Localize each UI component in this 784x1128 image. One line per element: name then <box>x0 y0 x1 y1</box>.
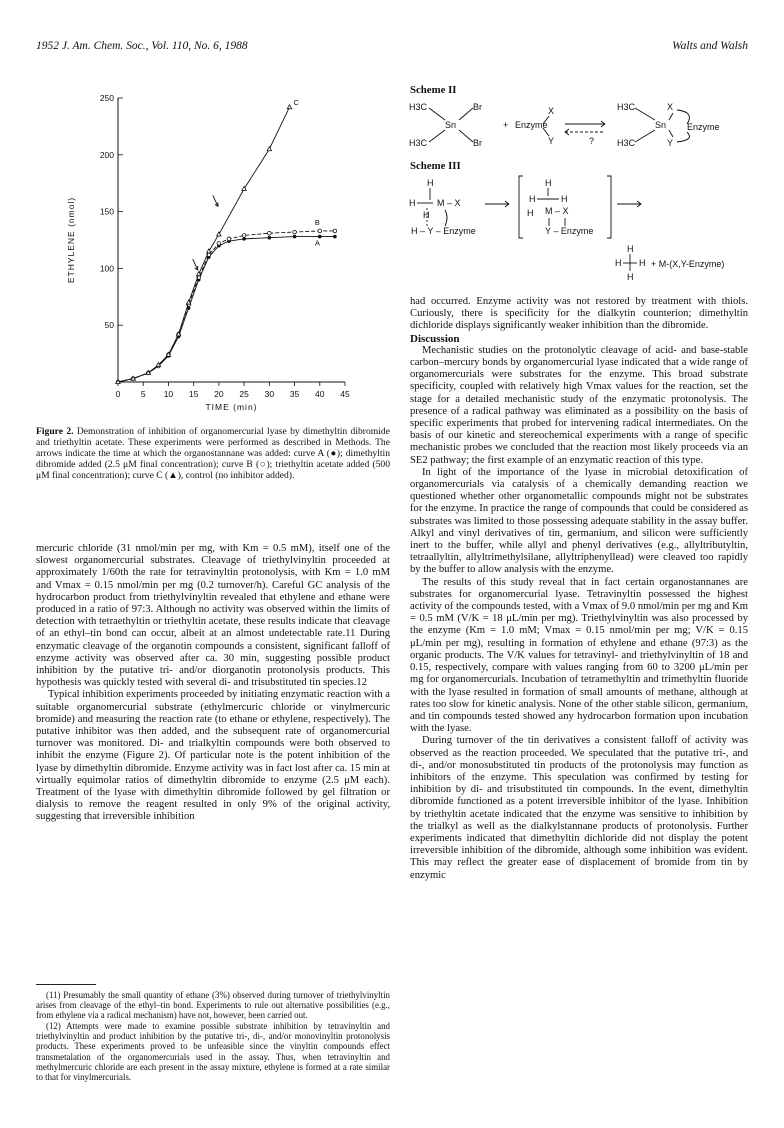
x-tick-label: 45 <box>340 389 350 399</box>
scheme3-h-left: H <box>409 198 416 208</box>
data-point-B <box>318 229 322 233</box>
scheme3-ts-h-top: H <box>545 178 552 188</box>
running-header-left: 1952 J. Am. Chem. Soc., Vol. 110, No. 6, 1988 <box>36 40 248 52</box>
right-column <box>410 296 748 882</box>
data-point-B <box>217 242 221 246</box>
scheme3-prod-h-right: H <box>639 258 646 268</box>
scheme2-x: X <box>548 106 555 116</box>
scheme3-ts-h-left: H <box>529 194 536 204</box>
scheme3-ts-h-low: H <box>527 208 534 218</box>
scheme3-hy-enzyme: H – Y – Enzyme <box>411 226 476 236</box>
chart-series <box>116 105 337 384</box>
figure-caption <box>36 426 390 481</box>
y-tick-label: 150 <box>99 206 114 217</box>
scheme2-prod-enzyme: Enzyme <box>687 122 720 132</box>
scheme2-sn: Sn <box>445 120 457 130</box>
y-tick-label: 250 <box>99 93 114 103</box>
chart-axes <box>118 98 345 386</box>
data-point-C <box>217 232 221 236</box>
scheme3-m-x: M – X <box>437 198 461 208</box>
data-point-A <box>268 236 272 240</box>
x-tick-label: 25 <box>239 389 249 399</box>
data-point-A <box>333 235 337 239</box>
data-point-A <box>293 235 297 239</box>
data-point-B <box>242 234 246 238</box>
data-point-C <box>287 105 291 109</box>
scheme3-h-top: H <box>427 178 434 188</box>
x-tick-label: 35 <box>289 389 300 399</box>
scheme2-br-bottom: Br <box>473 138 482 148</box>
scheme3-h-mid: H <box>423 210 430 220</box>
footnote-rule <box>36 984 96 985</box>
scheme2-prod-h3c-bottom: H3C <box>617 138 636 148</box>
right-intro: had occurred. Enzyme activity was not restored by treatment with thiols. Curiously, there is specificity for the dialkytin counterion; dimethyltin dichloride displays significantly weaker inhibition than the dibromide. <box>410 296 748 332</box>
data-point-B <box>268 231 272 235</box>
scheme3-prod-h-left: H <box>615 258 622 268</box>
scheme-2-diagram <box>405 98 745 158</box>
scheme2-prod-x: X <box>667 102 674 112</box>
curve-label-B: B <box>314 217 320 227</box>
data-point-B <box>333 229 337 233</box>
running-header-right: Walts and Walsh <box>672 40 748 52</box>
figure-2-chart <box>60 80 380 420</box>
scheme2-prod-h3c-top: H3C <box>617 102 636 112</box>
scheme2-h3c-bottom: H3C <box>409 138 428 148</box>
discussion-paragraph-4: During turnover of the tin derivatives a consistent falloff of activity was observed as the reaction proceeded. We speculated that the putative tri-, and di-, and/or monosubstituted tin products of the protonolysis may function as inhibitors of the enzyme. This speculation was confirmed by testing for inhibition by di- and trisubstituted tin compounds. In the event, dimethyltin dibromide functioned as a potent irreversible inhibitor of the lyase. Inhibition by triethyltin acetate indicated that the enzyme was sensitive to inhibition by the trialkyl as well as the dialkylstannane products of protonolysis. Further experiments indicated that dimethyltin dichloride did not display the potent irreversible inhibition of the dibromide, although some inhibition was evident. This may reflect the greater ease of displacement of bromide from tin by enzymic <box>410 735 748 881</box>
discussion-paragraph-2: In light of the importance of the lyase in microbial detoxification of organomercurials via catalysis of a chemically demanding reaction we questioned whether other organometallic compounds might not be substrates for the enzyme. In practice the range of compounds that could be considered as substrates was limited to those possessing adequate stability in the assay buffer. Alkyl and vinyl derivatives of tin, germanium, and silicon were sufficiently inert to the buffer, while allyl and phenyl derivatives (e.g., allyltributyltin, tetraallyltin, allyltrimethylsilane, allyltriphenyllead) were cleaved too rapidly by the buffer to allow analysis with the enzyme. <box>410 466 748 576</box>
x-tick-label: 10 <box>163 389 174 399</box>
x-tick-label: 30 <box>264 389 275 399</box>
data-point-B <box>293 230 297 234</box>
scheme3-prod-h-bottom: H <box>627 272 634 282</box>
discussion-paragraph-1: Mechanistic studies on the protonolytic cleavage of acid- and base-stable carbon–mercury bonds by organomercurial lyase indicated that a wide range of organomercurials were substrates for the enzyme. This broad substrate specificity, coupled with relatively high Vmax values for the reaction, set the stage for a detailed mechanistic study of the enzymatic protonolysis. The presence of a radical pathway was eliminated as a possibility on the basis of specific experiments that probed for intervening radical intermediates. On the basis of our kinetic and stereochemical experiments with a range of specific mechanistic probes we concluded that the reaction most likely proceeds via an SE2 pathway; the first example of an enzymatic reaction of this type. <box>410 344 748 466</box>
data-point-C <box>146 371 150 375</box>
curve-label-C: C <box>293 98 299 108</box>
scheme3-ts-m-x: M – X <box>545 206 569 216</box>
scheme3-product: + M-(X,Y-Enzyme) <box>651 259 725 269</box>
y-tick-label: 100 <box>99 263 114 274</box>
scheme-3-diagram <box>405 172 745 282</box>
series-line-B <box>118 231 335 382</box>
scheme2-prod-sn: Sn <box>655 120 667 130</box>
scheme2-br-top: Br <box>473 102 482 112</box>
scheme2-prod-y: Y <box>667 138 674 148</box>
scheme2-y: Y <box>548 136 555 146</box>
caption-label: Figure 2. <box>36 426 74 437</box>
left-paragraph-1: mercuric chloride (31 nmol/min per mg, with Km = 0.5 mM), itself one of the slowest organomercurial substrates. Cleavage of triethylvinyltin proceeded at approximately 1/60th the rate for tetravinyltin protonolysis, with Km = 1.0 mM and Vmax = 0.15 nmol/min per mg (0.2 turnover/h). Careful GC analysis of the hydrocarbon product from triethylvinyltin revealed that ethylene and ethane were produced in a ratio of 97:3. Although no activity was observed within the limits of detection with tetraethyltin or triethyltin acetate, these results indicate that cleavage of an ethyl–tin bond can occur, albeit at an almost undetectable rate.11 During enzymatic cleavage of the organotin compounds a consistent, significant falloff of enzyme activity was observed after ca. 30 min, suggesting possible product inhibition by the putative tri- and/or diorganotin protonolysis products. This hypothesis was quickly tested with several di- and trisubstituted tin species.12 <box>36 543 390 689</box>
scheme3-ts-h-right: H <box>561 194 568 204</box>
series-line-C <box>118 107 290 382</box>
left-paragraph-2: Typical inhibition experiments proceeded by initiating enzymatic reaction with a suitable organomercurial substrate (ethylmercuric chloride or vinylmercuric bromide) and measuring the reaction rate (to ethane or ethylene, respectively). The putative inhibitor was then added, and the subsequent rate of organomercurial turnover was monitored. Di- and trialkyltin compounds were both observed to inhibit the enzyme (Figure 2). Of particular note is the potent inhibition of the lyase by dimethyltin dibromide. Enzyme activity was in fact lost after ca. 15 min at virtually equimolar ratios of dimethyltin dibromide to enzyme (2.5 μM each). Treatment of the lyase with dimethyltin dibromide followed by gel filtration or dialysis to remove the reagent resulted in only 9% of the original activity, suggesting that irreversible inhibition <box>36 689 390 823</box>
x-tick-label: 0 <box>115 389 121 399</box>
footnote-11: (11) Presumably the small quantity of ethane (3%) observed during turnover of triethylvinyltin arises from cleavage of the ethyl–tin bond. Experiments to rule out alternative possibilities (e.g., from ethylene via a radical mechanism) have not, however, been carried out. <box>36 990 390 1021</box>
data-point-C <box>197 272 201 276</box>
data-point-B <box>227 237 231 241</box>
data-point-C <box>116 380 120 384</box>
x-tick-label: 5 <box>140 389 146 399</box>
section-heading-discussion: Discussion <box>410 332 460 345</box>
scheme-2-title: Scheme II <box>410 84 457 96</box>
series-line-A <box>118 237 335 382</box>
y-tick-label: 200 <box>99 149 114 160</box>
x-tick-label: 15 <box>188 389 199 399</box>
y-tick-label: 50 <box>104 320 114 331</box>
scheme2-h3c-top: H3C <box>409 102 428 112</box>
left-column <box>36 543 390 824</box>
caption-text: Demonstration of inhibition of organomercurial lyase by dimethyltin dibromide and triethyltin acetate. These experiments were performed as described in Methods. The arrows indicate the time at which the organostannane was added: curve A (●); dimethyltin dibromide added (2.5 μM final concentration); curve B (○); triethyltin acetate added (500 μM final concentration); curve C (▲), control (no inhibitor added). <box>36 426 390 481</box>
scheme2-enzyme: Enzyme <box>515 120 548 130</box>
y-axis-label: ETHYLENE (nmol) <box>66 196 76 284</box>
scheme2-plus: + <box>503 120 509 130</box>
scheme2-question: ? <box>589 136 595 146</box>
data-point-C <box>267 147 271 151</box>
footnote-12: (12) Attempts were made to examine possible substrate inhibition by tetravinyltin and triethylvinyltin and product inhibition by the putative tri-, di-, and/or monovinyltin protonolysis products. These experiments proved to be unfeasible since the vinyltin compounds effect transmetalation of the organomercurials used in the assay. Thus, when tetravinyltin and methylmercuric chloride are each present in the assay mixture, ethylene is formed at a rate similar to that for vinylmercurials. <box>36 1021 390 1082</box>
x-tick-label: 20 <box>214 389 224 399</box>
x-tick-label: 40 <box>315 389 325 399</box>
scheme3-prod-h-top: H <box>627 244 634 254</box>
scheme-3-title: Scheme III <box>410 160 461 172</box>
data-point-C <box>131 376 135 380</box>
footnotes <box>36 990 390 1083</box>
curve-label-A: A <box>314 238 320 248</box>
scheme3-ts-y-enzyme: Y – Enzyme <box>545 226 594 236</box>
discussion-paragraph-3: The results of this study reveal that in fact certain organostannanes are substrates for organomercurial lyase. Tetravinyltin possessed the highest activity of the compounds tested, with a Vmax of 9.0 nmol/min per mg and Km = 0.5 mM (V/K = 18 μL/min per mg). Triethylvinyltin was also processed by the enzyme (Km = 1.0 mM; Vmax = 0.15 nmol/min per mg; V/K = 0.15 μL/min per mg), resulting in formation of ethylene and ethane (97:3) as the organic products. The V/K values for tetravinyl- and triethylvinyltin of 18 and 0.15, respectively, compare with values ranging from 60 to 3200 μL/min per mg for organomercurials. Incubation of tetramethyltin and trimethyltin fluoride with the lyase resulted in formation of small amounts of methane, although at rates too slow for kinetic analysis. None of the other stable silicon, germanium, and tin compounds tested showed any hydrocarbon formation upon incubation with the lyase. <box>410 576 748 735</box>
x-axis-label: TIME (min) <box>205 402 258 412</box>
